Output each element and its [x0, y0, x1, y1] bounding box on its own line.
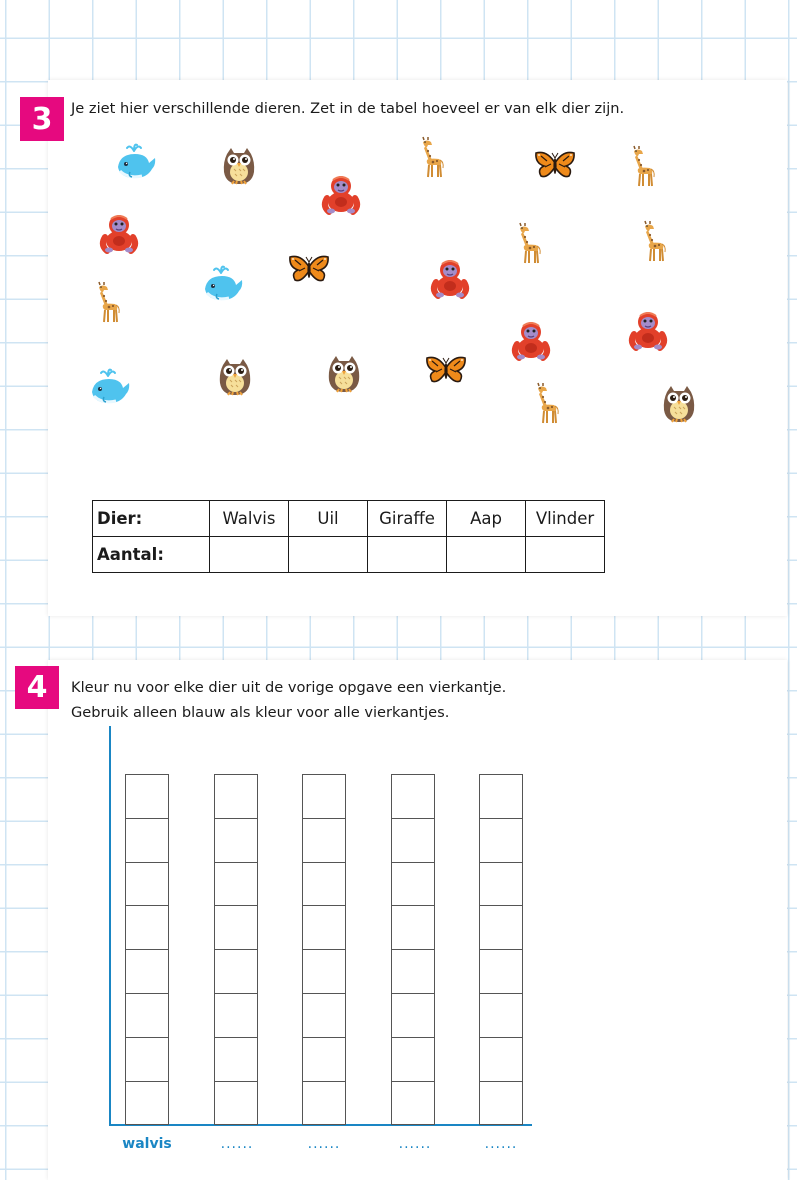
table-col-giraffe: Giraffe: [368, 501, 447, 537]
color-square[interactable]: [214, 862, 258, 907]
table-col-walvis: Walvis: [210, 501, 289, 537]
color-square[interactable]: [214, 774, 258, 819]
color-square[interactable]: [302, 905, 346, 950]
color-square[interactable]: [479, 949, 523, 994]
color-square[interactable]: [125, 1081, 169, 1126]
color-square[interactable]: [391, 1081, 435, 1126]
color-square[interactable]: [302, 1037, 346, 1082]
giraffe-icon: [409, 136, 453, 180]
owl-icon: [217, 144, 261, 188]
exercise-3-instruction: Je ziet hier verschillende dieren. Zet in de tabel hoeveel er van elk dier zijn.: [71, 100, 625, 117]
table-col-aap: Aap: [447, 501, 526, 537]
table-row-count: [93, 537, 605, 573]
table-col-vlinder: Vlinder: [526, 501, 605, 537]
giraffe-icon: [85, 281, 129, 325]
whale-icon: [114, 141, 158, 185]
color-square[interactable]: [391, 905, 435, 950]
color-square[interactable]: [214, 818, 258, 863]
bar-column: [479, 774, 523, 1124]
table-header-aantal: Aantal:: [93, 537, 210, 573]
count-input-aap[interactable]: [447, 537, 526, 573]
color-square[interactable]: [391, 993, 435, 1038]
orangutan-icon: [509, 318, 553, 362]
color-square[interactable]: [302, 1081, 346, 1126]
color-square[interactable]: [479, 774, 523, 819]
color-square[interactable]: [479, 1081, 523, 1126]
color-square[interactable]: [125, 862, 169, 907]
color-square[interactable]: [214, 993, 258, 1038]
butterfly-icon: [287, 249, 331, 293]
count-input-vlinder[interactable]: [526, 537, 605, 573]
color-square[interactable]: [125, 905, 169, 950]
exercise-4-instruction-line1: Kleur nu voor elke dier uit de vorige opgave een vierkantje.: [71, 679, 507, 696]
count-table: [92, 500, 605, 573]
count-input-walvis[interactable]: [210, 537, 289, 573]
bar-column: [214, 774, 258, 1124]
color-square[interactable]: [214, 1081, 258, 1126]
color-square[interactable]: [479, 993, 523, 1038]
x-label-blank-2[interactable]: ......: [307, 1136, 341, 1152]
color-square[interactable]: [302, 862, 346, 907]
table-header-dier: Dier:: [93, 501, 210, 537]
count-input-uil[interactable]: [289, 537, 368, 573]
color-square[interactable]: [479, 862, 523, 907]
color-square[interactable]: [391, 1037, 435, 1082]
color-square[interactable]: [302, 774, 346, 819]
count-input-giraffe[interactable]: [368, 537, 447, 573]
color-square[interactable]: [214, 905, 258, 950]
bar-column: [125, 774, 169, 1124]
color-square[interactable]: [214, 1037, 258, 1082]
x-label-blank-1[interactable]: ......: [220, 1136, 254, 1152]
color-square[interactable]: [479, 1037, 523, 1082]
whale-icon: [88, 366, 132, 410]
bar-column: [302, 774, 346, 1124]
owl-icon: [322, 352, 366, 396]
giraffe-icon: [631, 220, 675, 264]
whale-icon: [201, 263, 245, 307]
orangutan-icon: [626, 308, 670, 352]
color-square[interactable]: [479, 818, 523, 863]
giraffe-icon: [620, 145, 664, 189]
owl-icon: [657, 382, 701, 426]
color-square[interactable]: [214, 949, 258, 994]
exercise-number-badge: 3: [20, 97, 64, 141]
bar-column: [391, 774, 435, 1124]
color-square[interactable]: [125, 1037, 169, 1082]
x-label-walvis: walvis: [122, 1136, 172, 1152]
owl-icon: [213, 355, 257, 399]
color-square[interactable]: [391, 949, 435, 994]
color-square[interactable]: [302, 993, 346, 1038]
color-square[interactable]: [302, 949, 346, 994]
color-square[interactable]: [479, 905, 523, 950]
orangutan-icon: [319, 172, 363, 216]
exercise-number-badge: 4: [15, 666, 59, 709]
color-square[interactable]: [125, 949, 169, 994]
x-label-blank-3[interactable]: ......: [398, 1136, 432, 1152]
color-square[interactable]: [391, 862, 435, 907]
color-square[interactable]: [391, 774, 435, 819]
butterfly-icon: [533, 145, 577, 189]
y-axis: [109, 726, 111, 1126]
orangutan-icon: [97, 211, 141, 255]
butterfly-icon: [424, 350, 468, 394]
x-label-blank-4[interactable]: ......: [484, 1136, 518, 1152]
color-square[interactable]: [302, 818, 346, 863]
table-row-animal: [93, 501, 605, 537]
giraffe-icon: [524, 382, 568, 426]
color-square[interactable]: [125, 993, 169, 1038]
giraffe-icon: [506, 222, 550, 266]
color-square[interactable]: [125, 774, 169, 819]
exercise-4-instruction-line2: Gebruik alleen blauw als kleur voor alle vierkantjes.: [71, 704, 450, 721]
color-square[interactable]: [125, 818, 169, 863]
table-col-uil: Uil: [289, 501, 368, 537]
orangutan-icon: [428, 256, 472, 300]
color-square[interactable]: [391, 818, 435, 863]
